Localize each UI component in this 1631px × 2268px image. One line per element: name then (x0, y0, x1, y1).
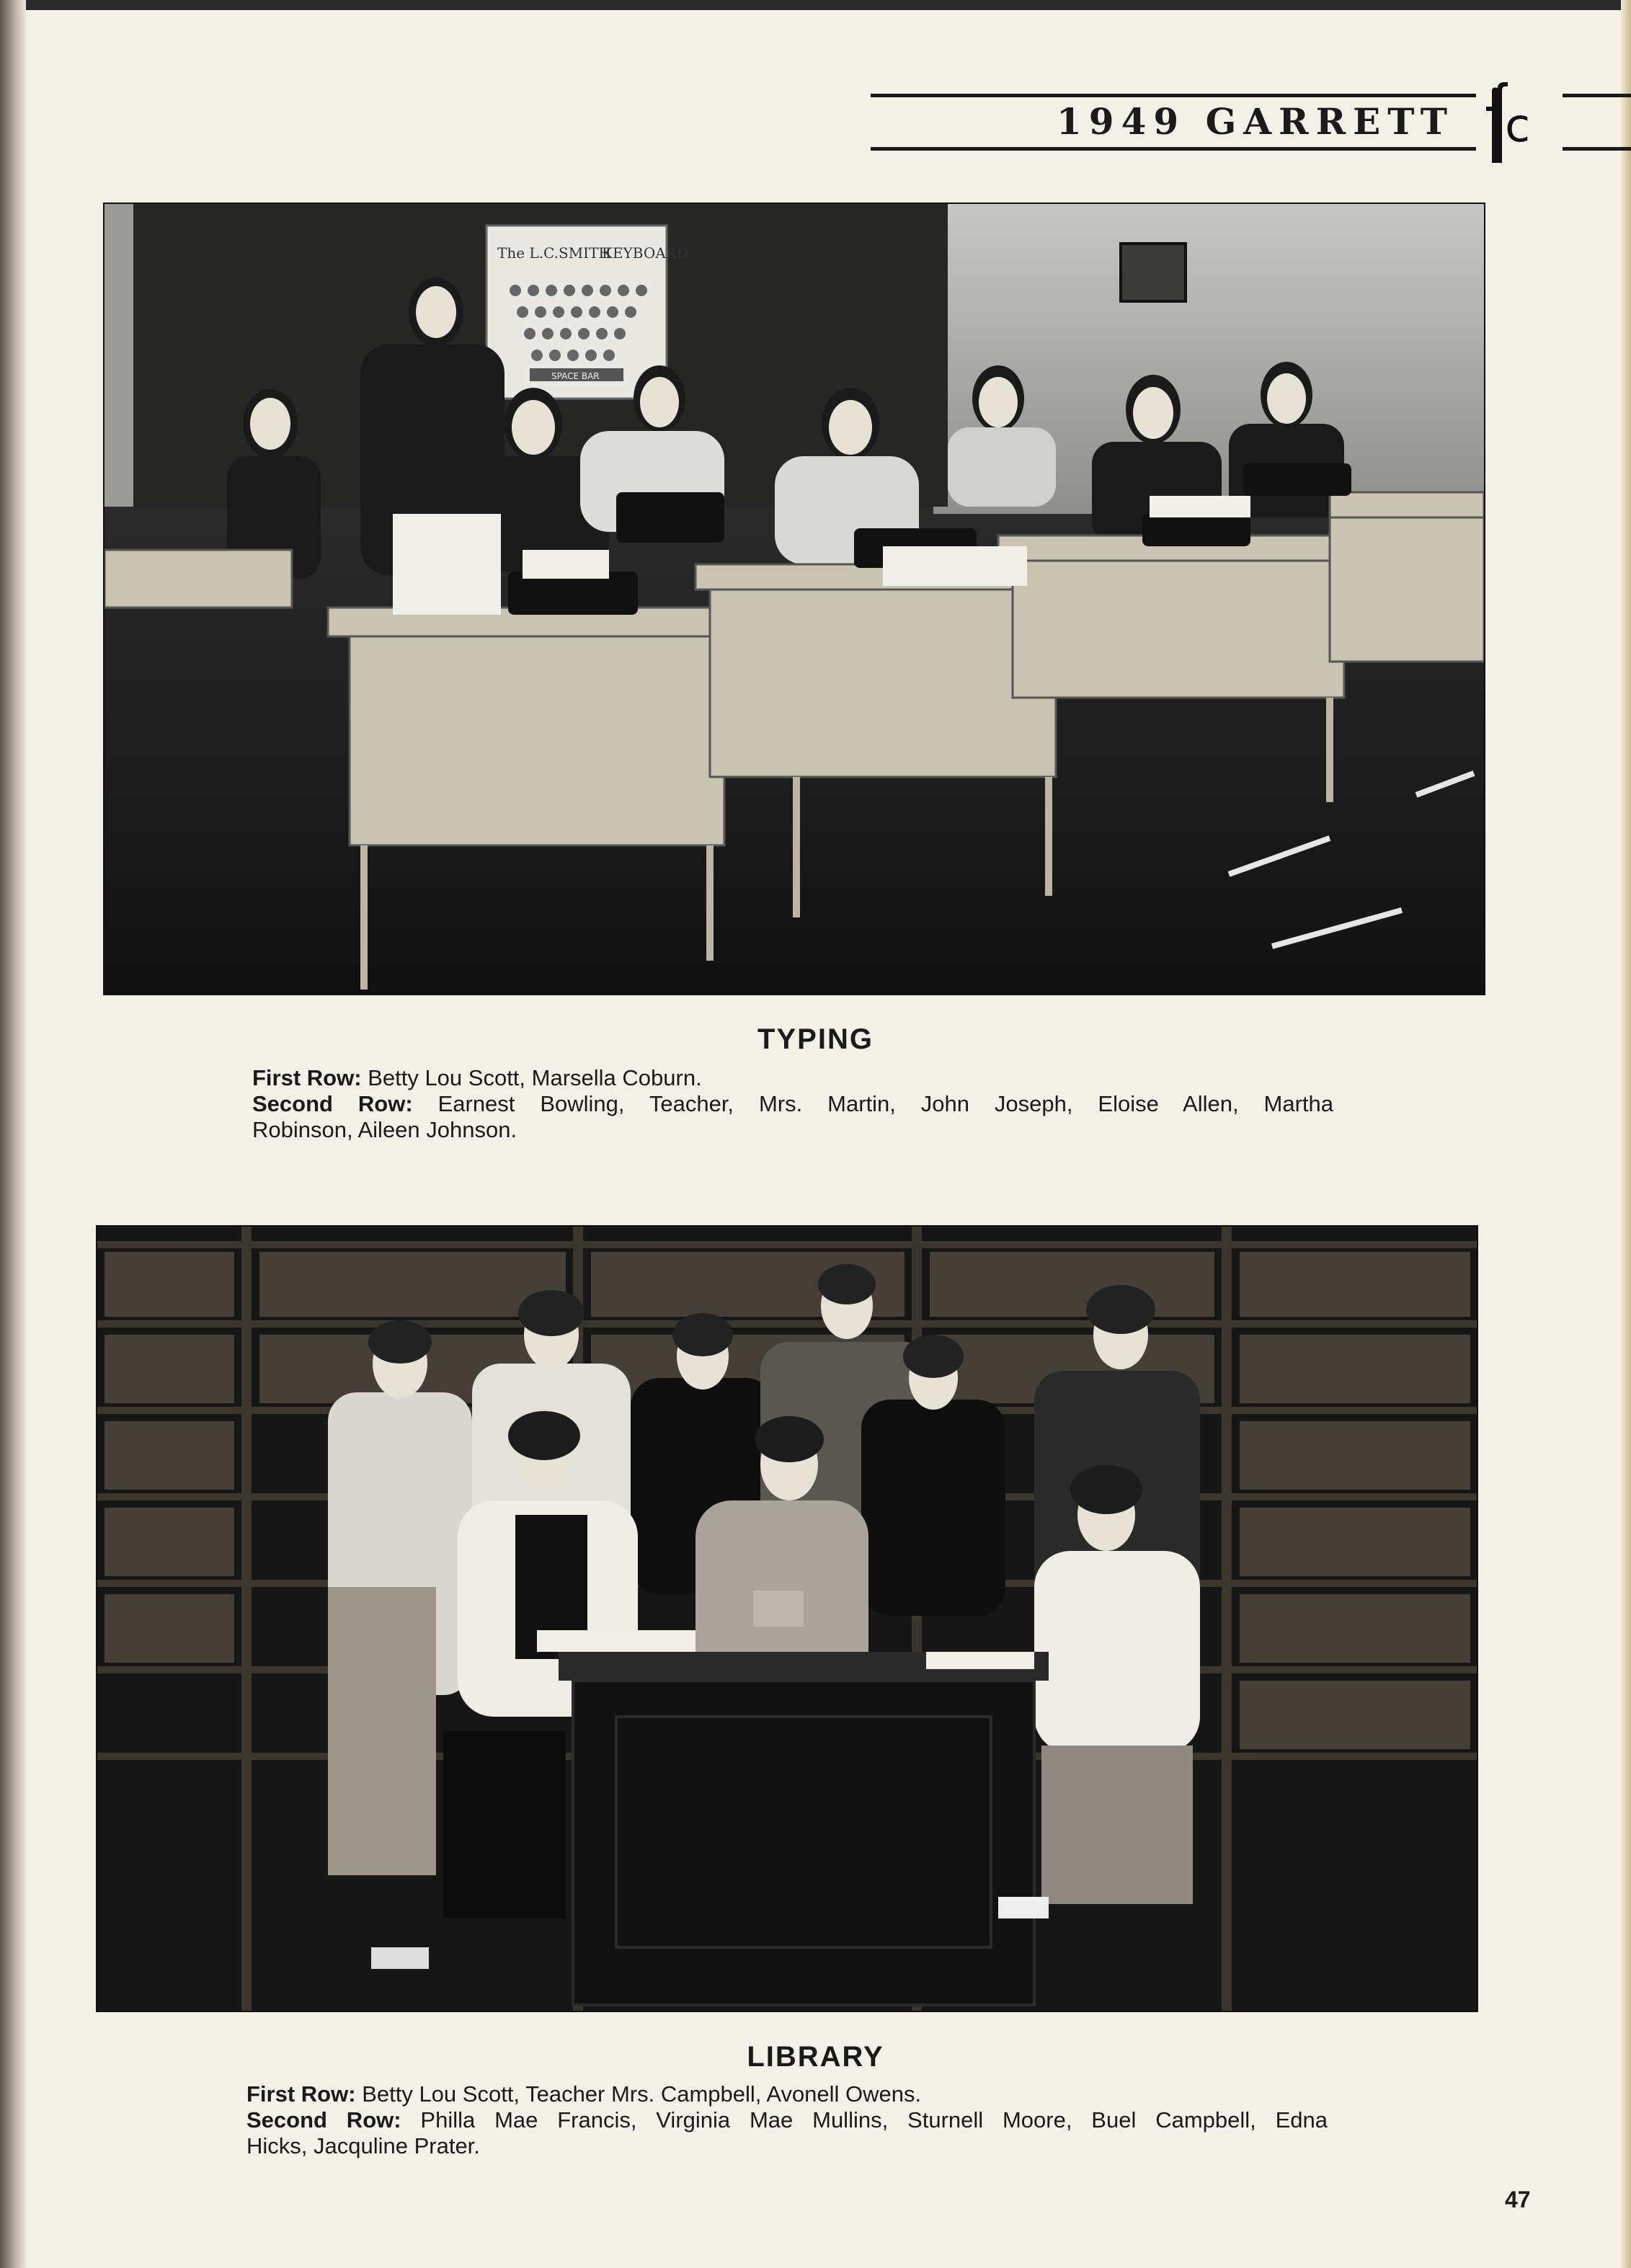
page-right-edge (1621, 0, 1631, 2268)
typing-first-row-names: Betty Lou Scott, Marsella Coburn. (368, 1065, 702, 1090)
typing-second-row-cont: Robinson, Aileen Johnson. (252, 1117, 517, 1142)
typing-second-row (252, 1091, 1333, 1117)
page-binding-shadow (0, 0, 26, 2268)
svg-text:c: c (1505, 99, 1531, 153)
page-header (871, 88, 1631, 167)
library-photo-illustration (97, 1227, 1477, 2011)
library-caption-title: LIBRARY (747, 2041, 884, 2073)
library-second-row-label: Second Row: (246, 2107, 401, 2133)
typing-caption-title: TYPING (757, 1023, 874, 1055)
library-first-row-names: Betty Lou Scott, Teacher Mrs. Campbell, Avonell Owens. (362, 2081, 922, 2107)
header-title: 1949 GARRETT (1057, 100, 1454, 143)
page-number: 47 (1505, 2187, 1531, 2213)
typing-class-photo (103, 203, 1485, 995)
typing-photo-illustration (105, 204, 1484, 994)
scan-top-band (0, 0, 1631, 10)
typing-caption (252, 1065, 1333, 1143)
library-second-row-names-1: Philla Mae Francis, Virginia Mae Mullins, Sturnell Moore, Buel Campbell, Edna (420, 2107, 1328, 2133)
library-caption (246, 2081, 1328, 2159)
svg-text:SPACE BAR: SPACE BAR (551, 371, 600, 381)
library-class-photo (96, 1225, 1478, 2012)
typing-first-row (252, 1065, 1333, 1091)
typing-second-row-label: Second Row: (252, 1091, 413, 1116)
school-logo-icon (1476, 82, 1563, 169)
library-first-row-label: First Row: (246, 2081, 356, 2107)
typing-first-row-label: First Row: (252, 1065, 362, 1090)
poster-title: The L.C.SMITH (497, 244, 611, 262)
library-first-row (246, 2081, 1328, 2107)
library-second-row-cont: Hicks, Jacquline Prater. (246, 2133, 480, 2158)
poster-title-2: KEYBOARD (602, 244, 688, 262)
library-second-row (246, 2107, 1328, 2133)
typing-second-row-names-1: Earnest Bowling, Teacher, Mrs. Martin, John Joseph, Eloise Allen, Martha (437, 1091, 1333, 1116)
